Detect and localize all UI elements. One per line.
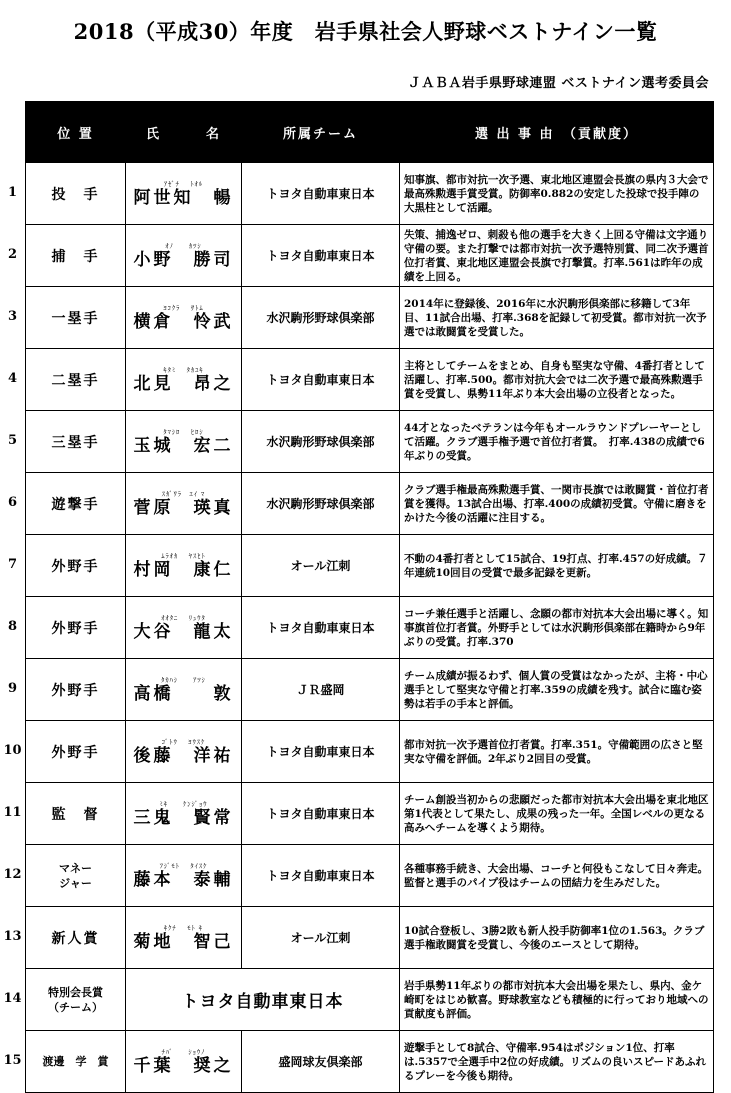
row-number: 15 xyxy=(3,1053,22,1068)
team-cell: トヨタ自動車東日本 xyxy=(242,721,400,783)
position-cell: 外野手 xyxy=(26,659,126,721)
position-cell: 三塁手 xyxy=(26,411,126,473)
row-number: 9 xyxy=(7,681,18,696)
row-number: 7 xyxy=(7,557,18,572)
name-cell xyxy=(126,349,242,411)
name-reading: ｵﾉ ｶﾂｼ xyxy=(165,241,202,250)
reason-cell: 失策、捕逸ゼロ、刺殺も他の選手を大きく上回る守備は文字通り守備の要。また打撃では都市対抗一次予選特別賞、同二次予選首位打者賞、東北地区連盟会長旗で打撃賞。打率.561は昨年の成績を上回る。 xyxy=(400,225,714,287)
position-cell: 特別会長賞 （チーム） xyxy=(26,969,126,1031)
row-number: 10 xyxy=(3,743,22,758)
reason-cell: コーチ兼任選手と活躍し、念願の都市対抗本大会出場に導く。知事旗首位打者賞。外野手としては水沢駒形倶楽部在籍時から9年ぶりの受賞。打率.370 xyxy=(400,597,714,659)
team-name-cell: トヨタ自動車東日本 xyxy=(126,969,400,1031)
header-reason: 選 出 事 由 （貢献度） xyxy=(400,102,714,163)
name-reading: ﾀﾏｼﾛ ﾋﾛｼ xyxy=(163,427,204,436)
name-reading: ﾀｶﾊｼ ｱﾂｼ xyxy=(161,675,206,684)
table-row xyxy=(26,783,714,845)
person-name: 横倉 怜武 xyxy=(133,311,234,332)
position-cell: 外野手 xyxy=(26,535,126,597)
name-reading: ｷﾀﾐ ﾀｶﾕｷ xyxy=(163,365,204,374)
name-cell xyxy=(126,225,242,287)
team-cell: トヨタ自動車東日本 xyxy=(242,783,400,845)
name-reading: ﾑﾗｵｶ ﾔｽﾋﾄ xyxy=(161,551,206,560)
row-number: 5 xyxy=(7,433,18,448)
name-cell xyxy=(126,845,242,907)
reason-cell: 不動の4番打者として15試合、19打点、打率.457の好成績。７年連続10回目の受賞で最多記録を更新。 xyxy=(400,535,714,597)
person-name: 菅原 瑛真 xyxy=(133,497,234,518)
position-cell: 監 督 xyxy=(26,783,126,845)
team-cell: トヨタ自動車東日本 xyxy=(242,845,400,907)
name-cell xyxy=(126,287,242,349)
reason-cell: クラブ選手権最高殊勲選手賞、一関市長旗では敢闘賞・首位打者賞を獲得。13試合出場、打率.400の成績初受賞。守備に磨きをかけた今後の活躍に注目する。 xyxy=(400,473,714,535)
table-row xyxy=(26,163,714,225)
row-number: 11 xyxy=(3,805,22,820)
header-name: 氏 名 xyxy=(126,102,242,163)
team-cell: トヨタ自動車東日本 xyxy=(242,163,400,225)
name-cell xyxy=(126,659,242,721)
person-name: 後藤 洋祐 xyxy=(133,745,234,766)
name-reading: ｱｾﾞﾁ ﾄｵﾙ xyxy=(163,179,204,188)
name-cell xyxy=(126,163,242,225)
person-name: 北見 昂之 xyxy=(133,373,234,394)
team-cell: ＪＲ盛岡 xyxy=(242,659,400,721)
header-position: 位 置 xyxy=(26,102,126,163)
position-cell: 渡邊 学 賞 xyxy=(26,1031,126,1093)
person-name: 玉城 宏二 xyxy=(133,435,234,456)
name-reading: ﾁﾊﾞ ｼｮｳﾉ xyxy=(161,1047,206,1056)
table-row xyxy=(26,597,714,659)
name-reading: ｷｸﾁ ﾓﾄ ｷ xyxy=(163,923,204,932)
row-number: 4 xyxy=(7,371,18,386)
row-number: 1 xyxy=(7,185,18,200)
name-cell xyxy=(126,721,242,783)
table-row xyxy=(26,225,714,287)
name-cell xyxy=(126,783,242,845)
table-row xyxy=(26,349,714,411)
position-cell: 捕 手 xyxy=(26,225,126,287)
person-name: 大谷 龍太 xyxy=(133,621,234,642)
person-name: 三鬼 賢常 xyxy=(133,807,234,828)
row-number: 14 xyxy=(3,991,22,1006)
team-cell: オール江刺 xyxy=(242,907,400,969)
position-cell: 外野手 xyxy=(26,597,126,659)
name-cell xyxy=(126,597,242,659)
header-team: 所属チーム xyxy=(242,102,400,163)
row-number: 6 xyxy=(7,495,18,510)
position-cell: 二塁手 xyxy=(26,349,126,411)
name-cell xyxy=(126,411,242,473)
name-reading: ﾖｺｸﾗ ｻﾄﾑ xyxy=(163,303,204,312)
team-cell: トヨタ自動車東日本 xyxy=(242,225,400,287)
row-number: 8 xyxy=(7,619,18,634)
reason-cell: 2014年に登録後、2016年に水沢駒形倶楽部に移籍して3年目、11試合出場、打率.368を記録して初受賞。都市対抗一次予選では敢闘賞を受賞した。 xyxy=(400,287,714,349)
row-number: 2 xyxy=(7,247,18,262)
reason-cell: チーム成績が振るわず、個人賞の受賞はなかったが、主将・中心選手として堅実な守備と打率.359の成績を残す。試合に臨む姿勢は若手の手本と評価。 xyxy=(400,659,714,721)
name-cell xyxy=(126,1031,242,1093)
team-cell: オール江刺 xyxy=(242,535,400,597)
name-cell xyxy=(126,473,242,535)
team-cell: トヨタ自動車東日本 xyxy=(242,349,400,411)
person-name: 高橋 敦 xyxy=(133,683,234,704)
table-row xyxy=(26,659,714,721)
team-cell: 水沢駒形野球倶楽部 xyxy=(242,473,400,535)
position-cell: 一塁手 xyxy=(26,287,126,349)
table-row xyxy=(26,721,714,783)
reason-cell: 44才となったベテランは今年もオールラウンドプレーヤーとして活躍。クラブ選手権予選で首位打者賞。 打率.438の成績で6年ぶりの受賞。 xyxy=(400,411,714,473)
table-row xyxy=(26,1031,714,1093)
person-name: 千葉 奨之 xyxy=(133,1055,234,1076)
team-cell: 水沢駒形野球倶楽部 xyxy=(242,411,400,473)
name-cell xyxy=(126,907,242,969)
table-header-row xyxy=(26,102,714,163)
reason-cell: 各種事務手続き、大会出場、コーチと何役もこなして日々奔走。監督と選手のパイプ役はチームの団結力を生みだした。 xyxy=(400,845,714,907)
name-reading: ﾐｷ ｹﾝｼﾞｮｳ xyxy=(159,799,208,808)
team-cell: 水沢駒形野球倶楽部 xyxy=(242,287,400,349)
team-cell: トヨタ自動車東日本 xyxy=(242,597,400,659)
name-reading: ｵｵﾀﾆ ﾘｭｳﾀ xyxy=(161,613,206,622)
table-row xyxy=(26,287,714,349)
row-number: 3 xyxy=(7,309,18,324)
table-row xyxy=(26,411,714,473)
team-cell: 盛岡球友倶楽部 xyxy=(242,1031,400,1093)
page-title: 2018（平成30）年度 岩手県社会人野球ベストナイン一覧 xyxy=(73,19,658,44)
person-name: 藤本 泰輔 xyxy=(133,869,234,890)
position-cell: 遊撃手 xyxy=(26,473,126,535)
reason-cell: 主将としてチームをまとめ、自身も堅実な守備、4番打者として活躍し、打率.500。都市対抗大会では二次予選で最高殊勲選手賞を受賞し、県勢11年ぶり本大会出場の立役者となった。 xyxy=(400,349,714,411)
table-row xyxy=(26,535,714,597)
best-nine-table xyxy=(25,101,714,1093)
reason-cell: 10試合登板し、3勝2敗も新人投手防御率1位の1.563。クラブ選手権敢闘賞を受賞し、今後のエースとして期待。 xyxy=(400,907,714,969)
reason-cell: 知事旗、都市対抗一次予選、東北地区連盟会長旗の県内３大会で最高殊勲選手賞受賞。防御率0.882の安定した投球で投手陣の大黒柱として活躍。 xyxy=(400,163,714,225)
name-cell xyxy=(126,535,242,597)
reason-cell: 都市対抗一次予選首位打者賞。打率.351。守備範囲の広さと堅実な守備を評価。2年ぶり2回目の受賞。 xyxy=(400,721,714,783)
row-number: 12 xyxy=(3,867,22,882)
organization-label: ＪＡＢＡ岩手県野球連盟 ベストナイン選考委員会 xyxy=(407,76,709,91)
table-row xyxy=(26,907,714,969)
reason-cell: 遊撃手として8試合、守備率.954はポジション1位、打率は.5357で全選手中2位の好成績。リズムの良いスピードあふれるプレーを今後も期待。 xyxy=(400,1031,714,1093)
position-cell: 新人賞 xyxy=(26,907,126,969)
name-reading: ｽｶﾞﾜﾗ ｴｲ ﾏ xyxy=(161,489,206,498)
name-reading: ﾌｼﾞﾓﾄ ﾀｲｽｹ xyxy=(159,861,208,870)
person-name: 小野 勝司 xyxy=(133,249,234,270)
person-name: 菊地 智己 xyxy=(133,931,234,952)
position-cell: 外野手 xyxy=(26,721,126,783)
table-row xyxy=(26,969,714,1031)
table-row xyxy=(26,473,714,535)
row-number: 13 xyxy=(3,929,22,944)
table-row xyxy=(26,845,714,907)
reason-cell: チーム創設当初からの悲願だった都市対抗本大会出場を東北地区第1代表として果たし、成果の残った一年。全国レベルの更なる高みへチームを導くよう期待。 xyxy=(400,783,714,845)
person-name: 阿世知 暢 xyxy=(133,187,234,208)
position-cell: 投 手 xyxy=(26,163,126,225)
position-cell: マネー ジャー xyxy=(26,845,126,907)
reason-cell: 岩手県勢11年ぶりの都市対抗本大会出場を果たし、県内、金ケ崎町をはじめ歓喜。野球教室なども積極的に行っており地域への貢献度も評価。 xyxy=(400,969,714,1031)
person-name: 村岡 康仁 xyxy=(133,559,234,580)
name-reading: ｺﾞﾄｳ ﾖｳｽｹ xyxy=(161,737,206,746)
